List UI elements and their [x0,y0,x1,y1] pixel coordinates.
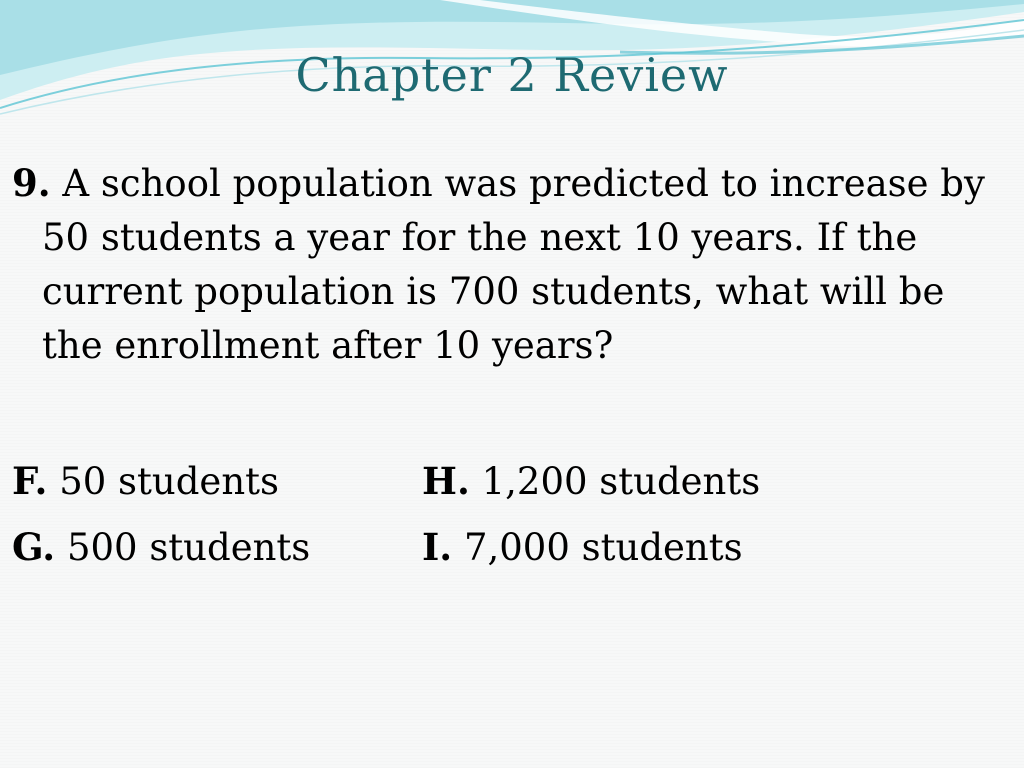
answer-choices [12,448,1002,580]
question-number: 9. [12,161,51,205]
answer-text: 7,000 students [463,526,743,569]
answer-text: 500 students [66,526,311,569]
question-text: A school population was predicted to increase by 50 students a year for the next 10 years. If the current population is 700 students, what will be the enrollment after 10 years? [42,162,985,367]
answer-letter: F. [12,459,48,503]
answer-row [12,514,1002,580]
answer-letter: G. [12,525,56,569]
answer-choice-i [422,514,743,580]
answer-letter: I. [422,525,453,569]
answer-text: 1,200 students [481,460,761,503]
answer-text: 50 students [59,460,279,503]
answer-choice-h [422,448,760,514]
answer-row [12,448,1002,514]
answer-choice-f [12,448,422,514]
answer-choice-g [12,514,422,580]
question-block [12,156,1012,373]
answer-letter: H. [422,459,470,503]
slide-title: Chapter 2 Review [295,48,729,102]
